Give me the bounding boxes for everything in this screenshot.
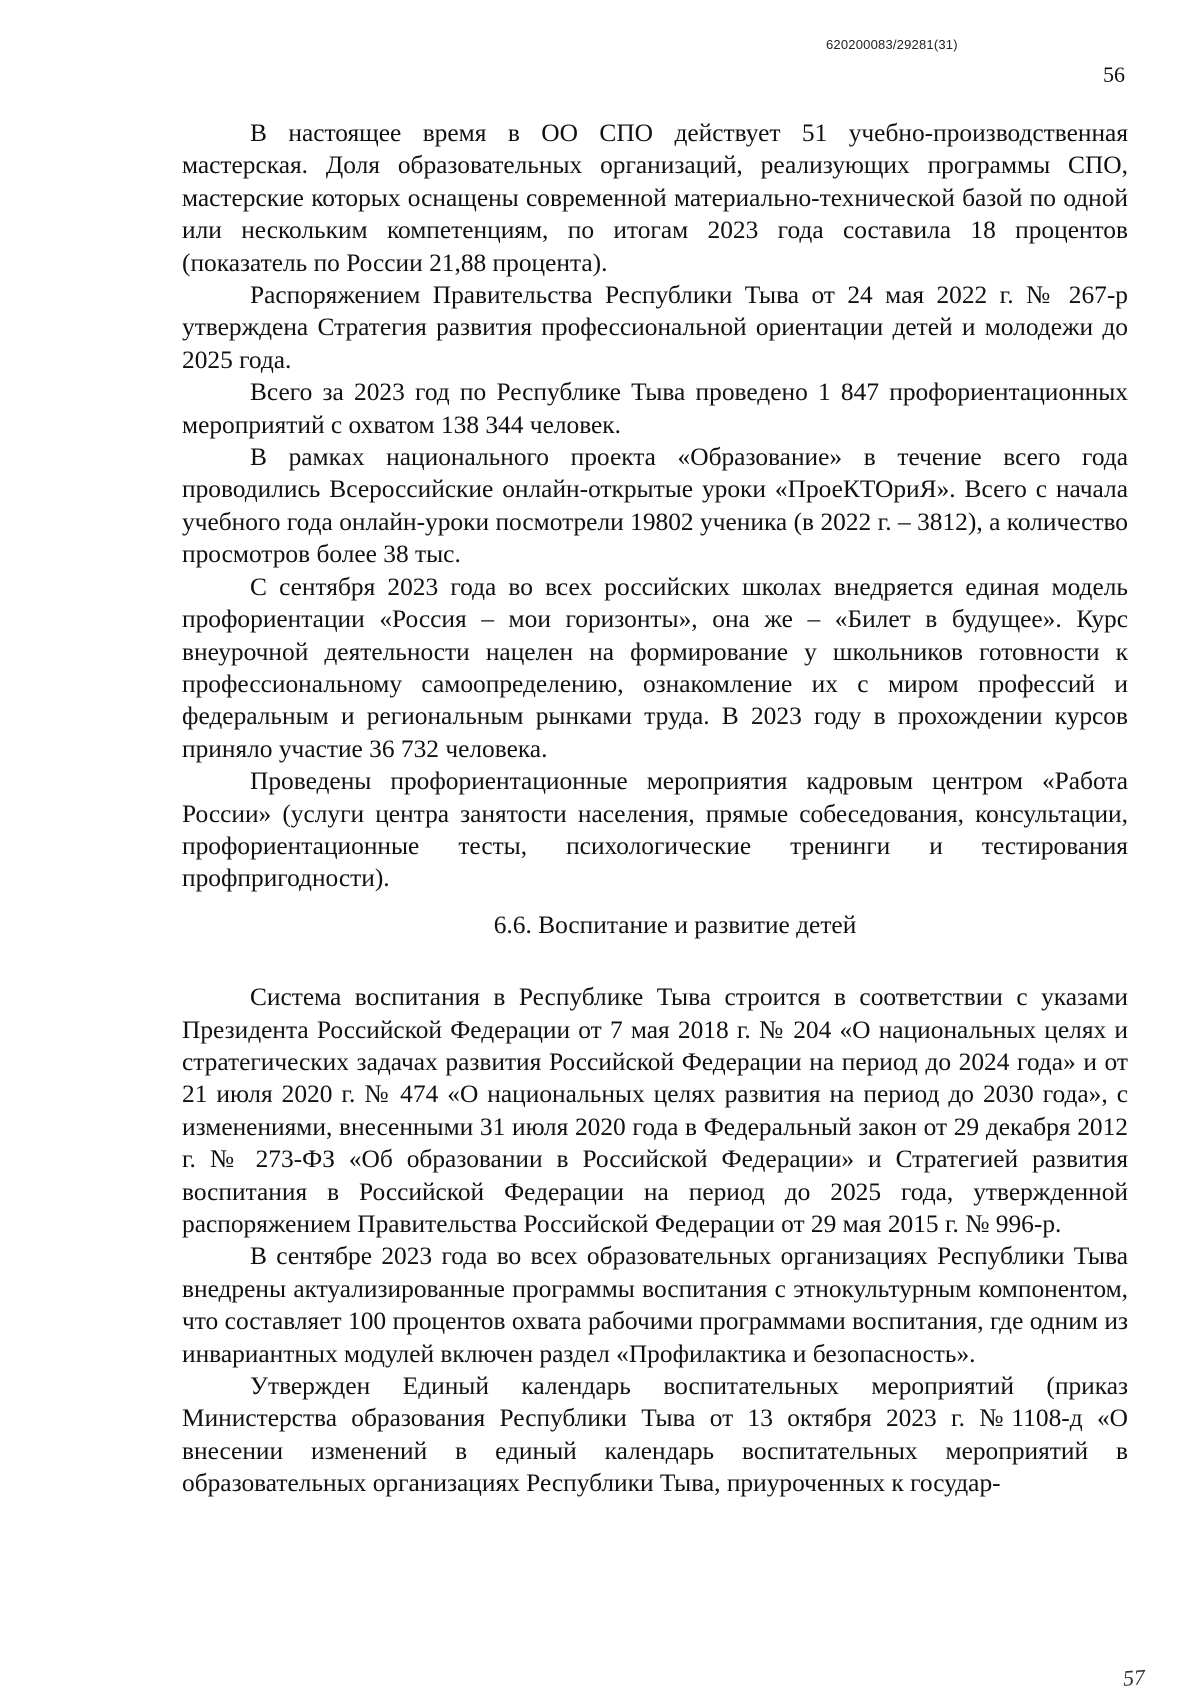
- page-number: 56: [1103, 62, 1125, 87]
- paragraph-russia-horizons: С сентября 2023 года во всех российских школах внедряется единая модель профориентации «Россия – мои горизонты», она же – «Билет в будущее». Курс внеурочной деятельности нацелен на формирование у школьников готовности к профессиональному самоопределению, ознакомление их с миром профессий и федеральным и региональным рынками труда. В 2023 году в прохождении курсов приняло участие 36 732 человека.: [182, 572, 1128, 763]
- paragraph-proektoria: В рамках национального проекта «Образование» в течение всего года проводились Всероссийские онлайн-открытые уроки «ПроеКТОриЯ». Всего с начала учебного года онлайн-уроки посмотрели 19802 ученика (в 2022 г. – 3812), а количество просмотров более 38 тыс.: [182, 443, 1128, 569]
- paragraph-strategy-order: Распоряжением Правительства Республики Тыва от 24 мая 2022 г. № 267-р утверждена Стратегия развития профессиональной ориентации детей и молодежи до 2025 года.: [182, 281, 1128, 374]
- paragraph-career-events: Всего за 2023 год по Республике Тыва проведено 1 847 профориентационных мероприятий с охватом 138 344 человек.: [182, 378, 1128, 439]
- handwritten-page-mark: 57: [1122, 1664, 1146, 1691]
- paragraph-rabota-rossii: Проведены профориентационные мероприятия кадровым центром «Работа России» (услуги центра занятости населения, прямые собеседования, консультации, профориентационные тесты, психологические тренинги и тестирования профпригодности).: [182, 767, 1128, 893]
- section-heading: 6.6. Воспитание и развитие детей: [493, 910, 857, 939]
- document-registration-number: 620200083/29281(31): [826, 37, 958, 52]
- paragraph-workshops: В настоящее время в ОО СПО действует 51 учебно-производственная мастерская. Доля образовательных организаций, реализующих программы СПО, мастерские которых оснащены современной материально-технической базой по одной или нескольким компетенциям, по итогам 2023 года составила 18 процентов (показатель по России 21,88 процента).: [182, 119, 1128, 277]
- paragraph-upbringing-system: Система воспитания в Республике Тыва строится в соответствии с указами Президента Российской Федерации от 7 мая 2018 г. № 204 «О национальных целях и стратегических задачах развития Российской Федерации на период до 2024 года» и от 21 июля 2020 г. № 474 «О национальных целях развития на период до 2030 года», с изменениями, внесенными 31 июля 2020 года в Федеральный закон от 29 декабря 2012 г. № 273-ФЗ «Об образовании в Российской Федерации» и Стратегией развития воспитания в Российской Федерации на период до 2025 года, утвержденной распоряжением Правительства Российской Федерации от 29 мая 2015 г. № 996-р.: [182, 983, 1128, 1238]
- paragraph-unified-calendar: Утвержден Единый календарь воспитательных мероприятий (приказ Министерства образования Республики Тыва от 13 октября 2023 г. №1108-д «О внесении изменений в единый календарь воспитательных мероприятий в образовательных организациях Республики Тыва, приуроченных к государ-: [182, 1372, 1128, 1498]
- document-body: [182, 117, 1128, 1500]
- paragraph-upbringing-programs: В сентябре 2023 года во всех образовательных организациях Республики Тыва внедрены актуализированные программы воспитания с этнокультурным компонентом, что составляет 100 процентов охвата рабочими программами воспитания, где одним из инвариантных модулей включен раздел «Профилактика и безопасность».: [182, 1242, 1128, 1368]
